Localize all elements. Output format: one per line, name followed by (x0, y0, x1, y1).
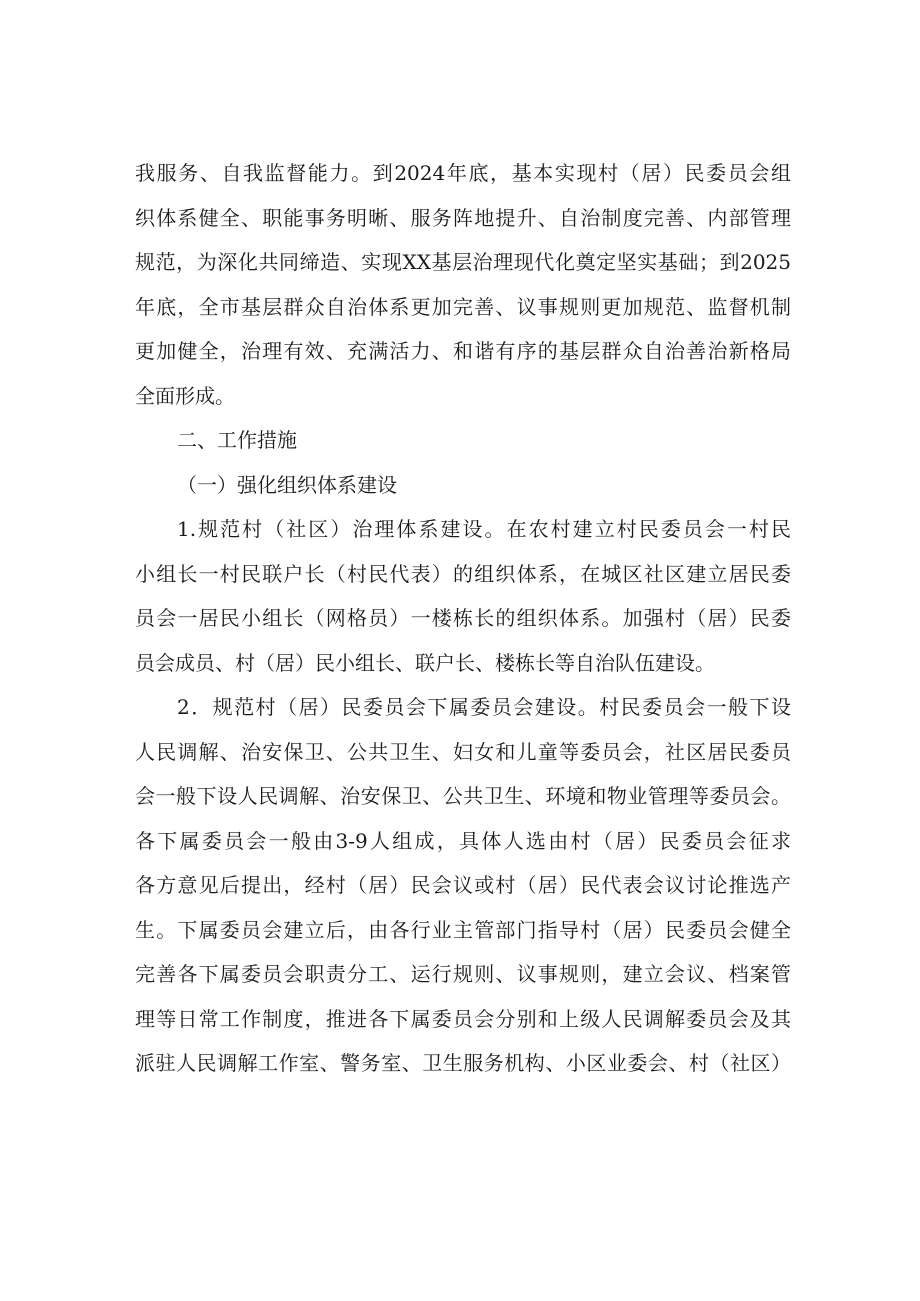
text-line: 1.规范村（社区）治理体系建设。在农村建立村民委员会一村民 (177, 517, 791, 541)
paragraph-item-2 (135, 685, 791, 1086)
text-line: 会一般下设人民调解、治安保卫、公共卫生、环境和物业管理等委员会。 (135, 784, 791, 808)
text-line: 理等日常工作制度，推进各下属委员会分别和上级人民调解委员会及其 (135, 1006, 791, 1031)
text-line: 更加健全，治理有效、充满活力、和谐有序的基层群众自治善治新格局 (135, 339, 791, 363)
paragraph-item-1 (135, 507, 791, 685)
text-line: 人民调解、治安保卫、公共卫生、妇女和儿童等委员会，社区居民委员 (135, 739, 791, 764)
section-heading: 二、工作措施 (177, 428, 297, 452)
subsection-heading: （一）强化组织体系建设 (177, 472, 397, 497)
text-line: 规范，为深化共同缔造、实现XX基层治理现代化奠定坚实基础；到2025 (135, 250, 791, 274)
document-body (135, 151, 791, 1086)
text-line: 织体系健全、职能事务明晰、服务阵地提升、自治制度完善、内部管理 (135, 205, 791, 230)
text-line: 各方意见后提出，经村（居）民会议或村（居）民代表会议讨论推选产 (135, 873, 791, 897)
text-line: 小组长一村民联户长（村民代表）的组织体系，在城区社区建立居民委 (135, 561, 791, 586)
text-line: 员会成员、村（居）民小组长、联户长、楼栋长等自治队伍建设。 (135, 650, 715, 675)
text-line: 我服务、自我监督能力。到2024年底，基本实现村（居）民委员会组 (135, 161, 791, 185)
text-line: 全面形成。 (135, 383, 235, 408)
paragraph-goals (135, 151, 791, 418)
text-line: 2．规范村（居）民委员会下属委员会建设。村民委员会一般下设 (177, 695, 791, 719)
text-line: 各下属委员会一般由3-9人组成，具体人选由村（居）民委员会征求 (135, 828, 791, 853)
text-line: 年底，全市基层群众自治体系更加完善、议事规则更加规范、监督机制 (135, 294, 791, 319)
text-line: 员会一居民小组长（网格员）一楼栋长的组织体系。加强村（居）民委 (135, 606, 791, 630)
text-line: 完善各下属委员会职责分工、运行规则、议事规则，建立会议、档案管 (135, 962, 791, 986)
text-line: 派驻人民调解工作室、警务室、卫生服务机构、小区业委会、村（社区） (135, 1051, 791, 1075)
text-line: 生。下属委员会建立后，由各行业主管部门指导村（居）民委员会健全 (135, 917, 791, 942)
